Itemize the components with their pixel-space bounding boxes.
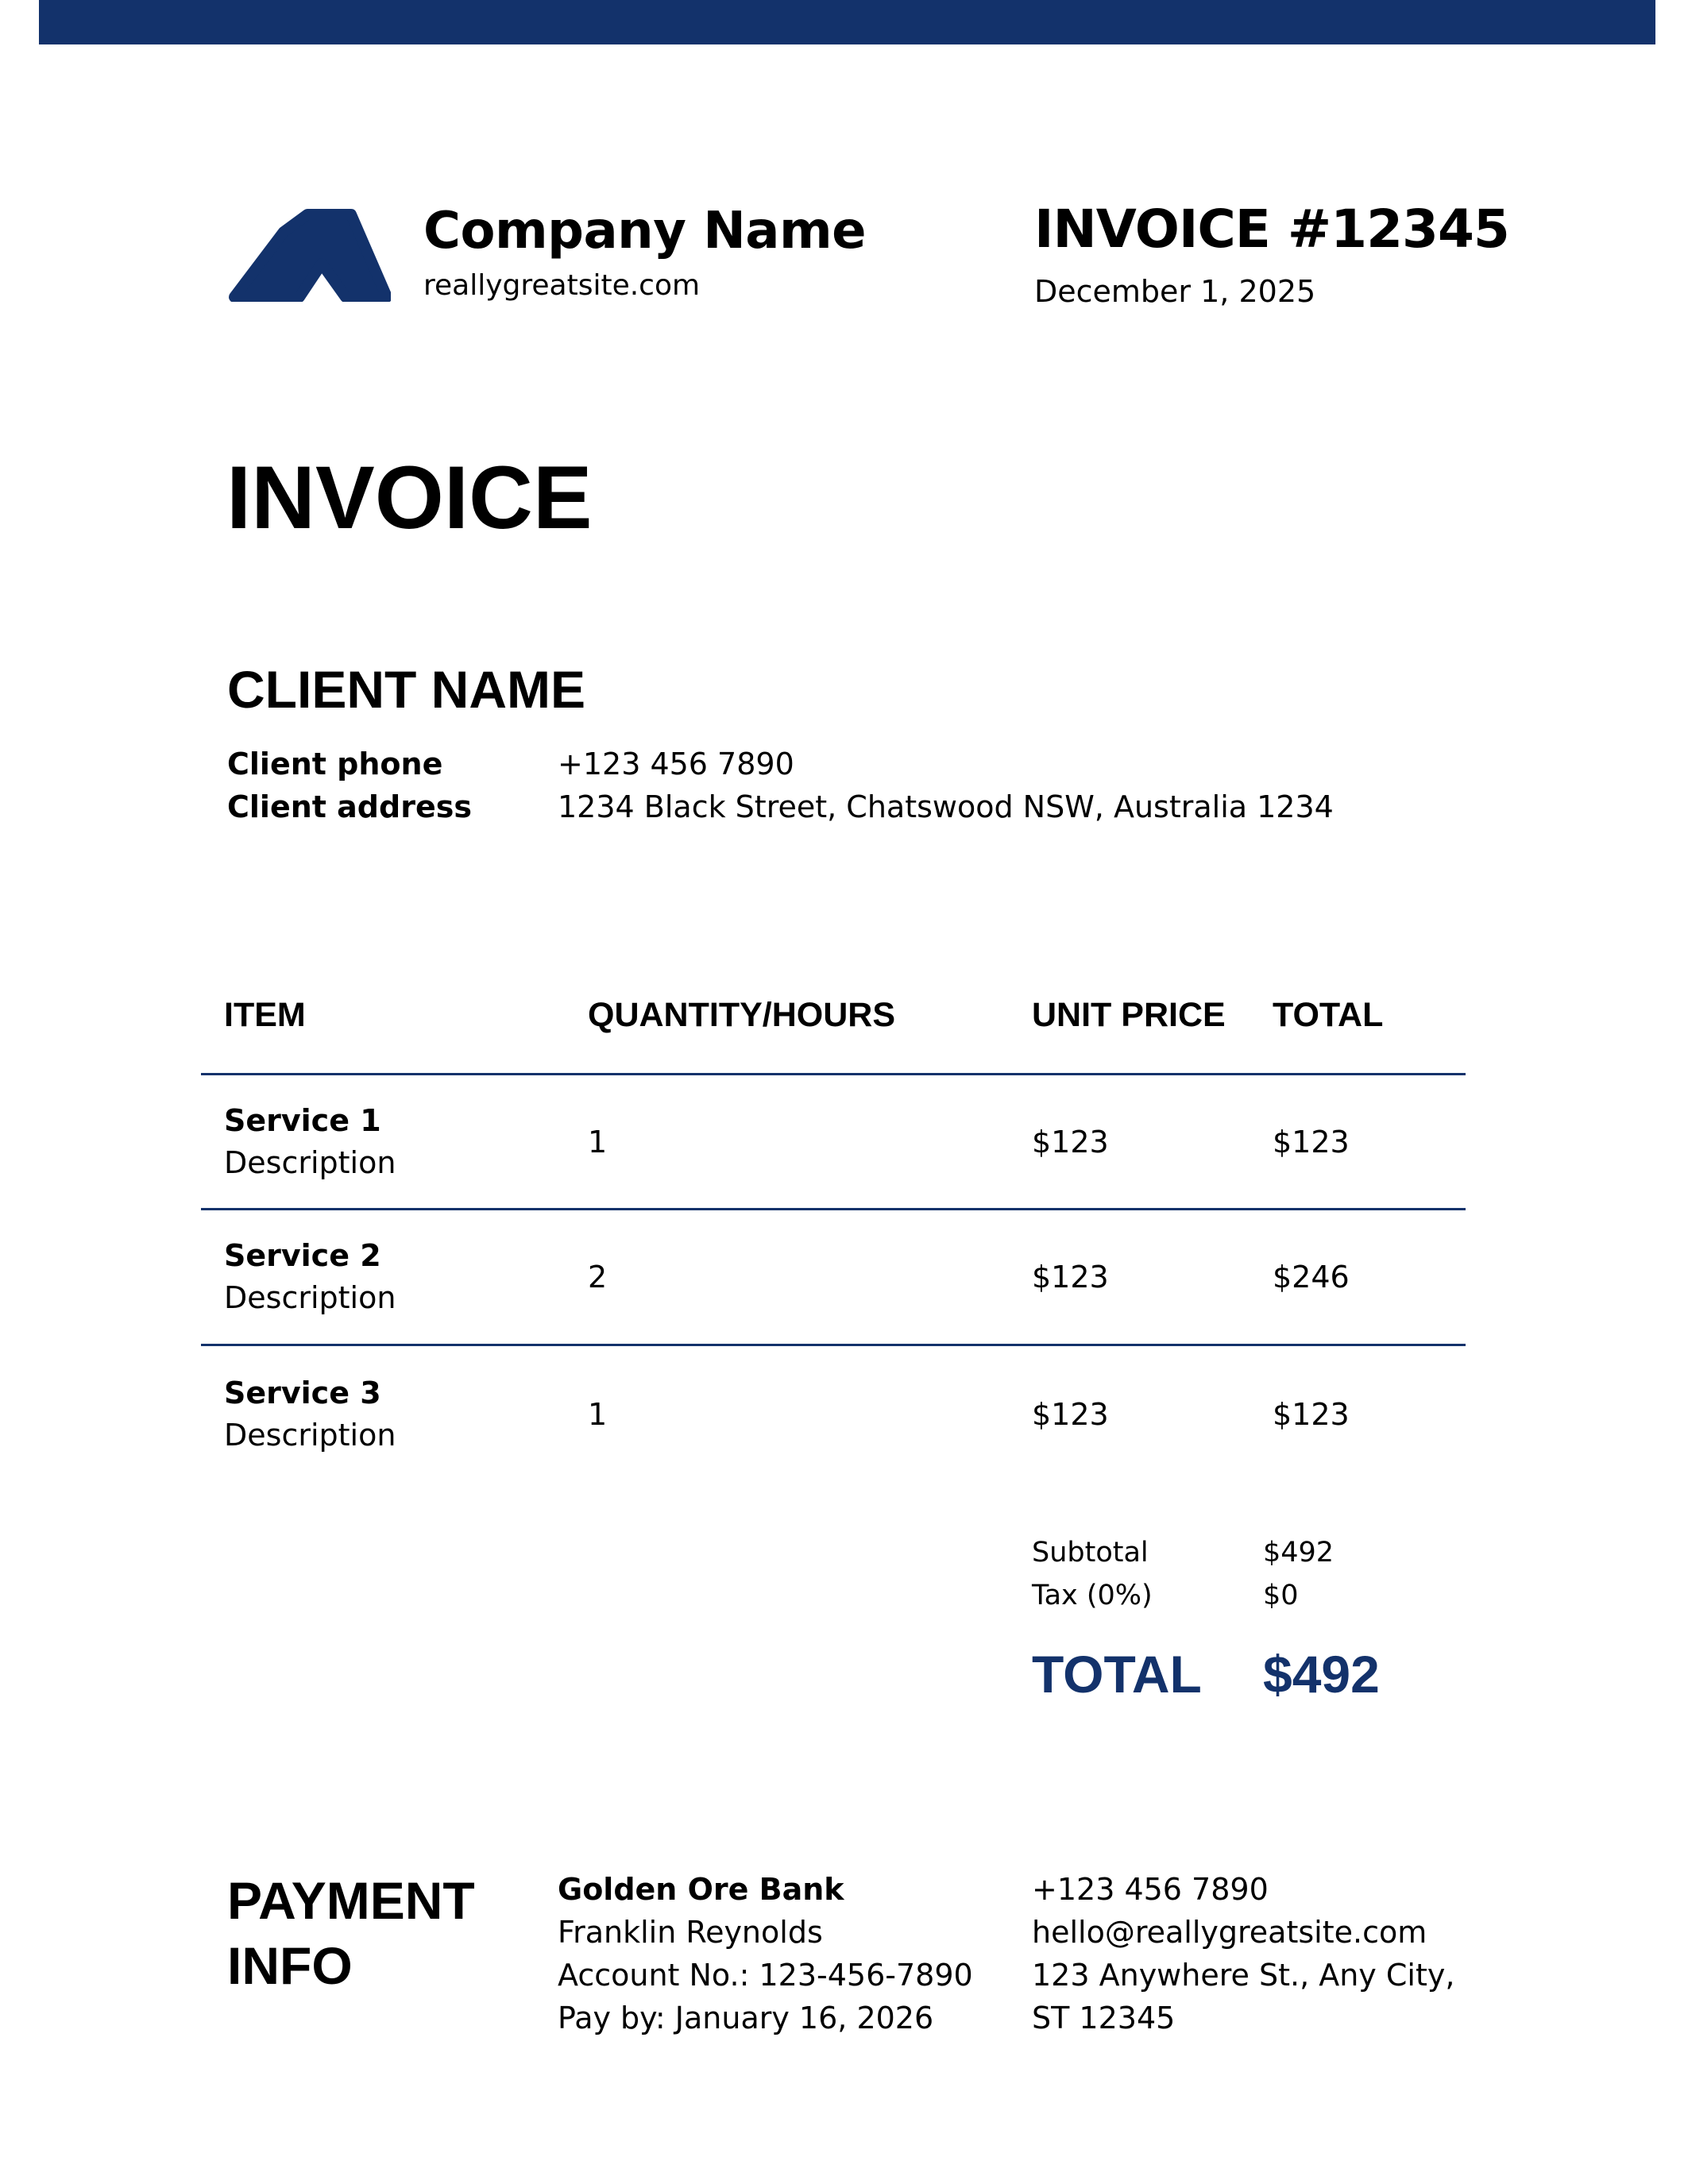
column-header-item: ITEM xyxy=(224,996,306,1034)
item-total: $246 xyxy=(1273,1260,1350,1295)
bank-name: Golden Ore Bank xyxy=(558,1872,844,1907)
item-quantity: 2 xyxy=(588,1260,608,1295)
contact-address-line: ST 12345 xyxy=(1032,2001,1176,2035)
item-unit-price: $123 xyxy=(1032,1397,1109,1432)
tax-value: $0 xyxy=(1263,1580,1299,1611)
item-name: Service 1 xyxy=(224,1103,381,1138)
item-description: Description xyxy=(224,1145,396,1180)
client-phone: +123 456 7890 xyxy=(558,747,794,781)
payment-heading-line: INFO xyxy=(227,1936,353,1995)
item-description: Description xyxy=(224,1280,396,1315)
item-unit-price: $123 xyxy=(1032,1125,1109,1160)
pay-by-date: Pay by: January 16, 2026 xyxy=(558,2001,934,2035)
invoice-number: INVOICE #12345 xyxy=(1034,199,1509,260)
subtotal-value: $492 xyxy=(1263,1537,1335,1569)
client-address: 1234 Black Street, Chatswood NSW, Australia 1234 xyxy=(558,789,1334,824)
grand-total-label: TOTAL xyxy=(1032,1645,1202,1704)
payment-info-heading xyxy=(227,1868,475,1998)
subtotal-label: Subtotal xyxy=(1032,1537,1149,1569)
table-row xyxy=(0,1210,1688,1345)
table-row xyxy=(0,1348,1688,1483)
item-name: Service 3 xyxy=(224,1376,381,1410)
tax-label: Tax (0%) xyxy=(1032,1580,1153,1611)
column-header-total: TOTAL xyxy=(1273,996,1384,1034)
item-description: Description xyxy=(224,1418,396,1453)
top-accent-bar xyxy=(39,0,1655,44)
column-header-quantity: QUANTITY/HOURS xyxy=(588,996,895,1034)
table-divider xyxy=(201,1344,1466,1346)
client-phone-label: Client phone xyxy=(227,747,443,781)
item-name: Service 2 xyxy=(224,1238,381,1273)
bank-details xyxy=(558,1868,973,2039)
client-address-label: Client address xyxy=(227,789,472,824)
invoice-date: December 1, 2025 xyxy=(1034,274,1316,309)
account-number: Account No.: 123-456-7890 xyxy=(558,1958,973,1993)
client-name: CLIENT NAME xyxy=(227,660,585,719)
table-row xyxy=(0,1075,1688,1210)
payment-heading-line: PAYMENT xyxy=(227,1871,475,1930)
grand-total-value: $492 xyxy=(1263,1645,1380,1704)
company-website: reallygreatsite.com xyxy=(423,269,701,302)
mountain-peaks-icon xyxy=(228,200,391,302)
item-total: $123 xyxy=(1273,1397,1350,1432)
item-total: $123 xyxy=(1273,1125,1350,1160)
contact-email: hello@reallygreatsite.com xyxy=(1032,1915,1427,1950)
document-title: INVOICE xyxy=(226,448,593,547)
column-header-unit-price: UNIT PRICE xyxy=(1032,996,1226,1034)
item-quantity: 1 xyxy=(588,1125,608,1160)
contact-details xyxy=(1032,1868,1454,2039)
contact-phone: +123 456 7890 xyxy=(1032,1872,1269,1907)
account-holder: Franklin Reynolds xyxy=(558,1915,823,1950)
item-quantity: 1 xyxy=(588,1397,608,1432)
item-unit-price: $123 xyxy=(1032,1260,1109,1295)
contact-address-line: 123 Anywhere St., Any City, xyxy=(1032,1958,1455,1993)
company-name: Company Name xyxy=(423,202,867,260)
